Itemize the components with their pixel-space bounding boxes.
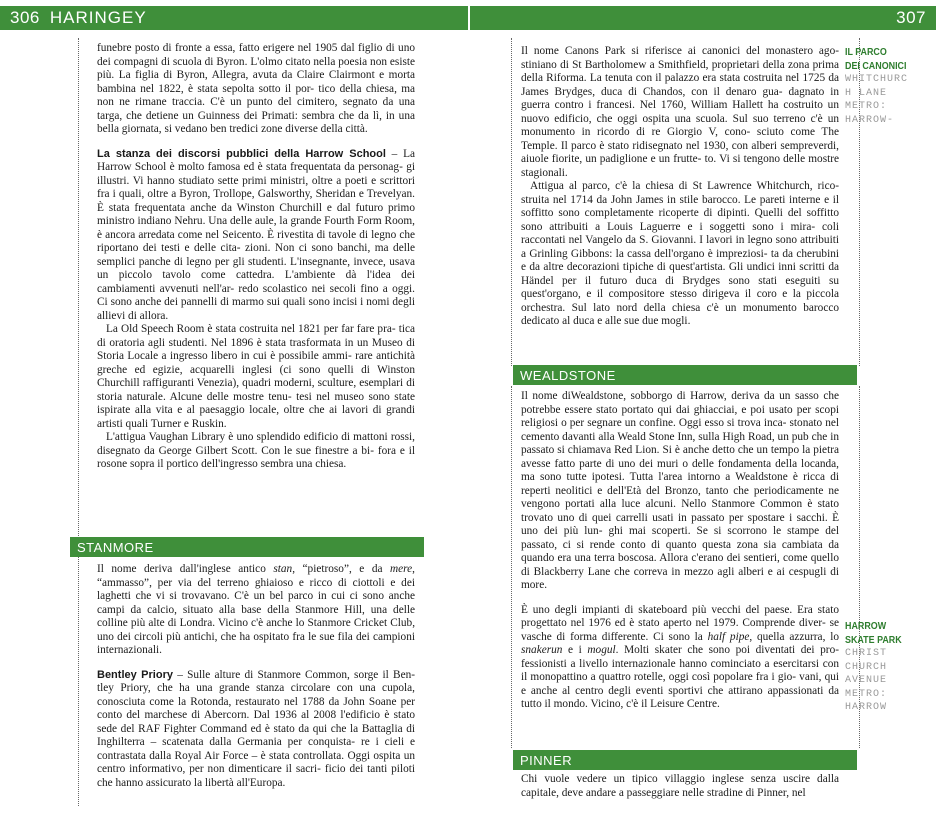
left-header-bar: [0, 6, 468, 30]
right-header-bar: [470, 6, 936, 30]
left-margin-rule: [78, 38, 79, 806]
sidebar-address: WHITCHURC: [845, 74, 909, 85]
sidebar-address: METRO:: [845, 688, 888, 700]
sidebar-canons-park: [845, 46, 933, 127]
stanmore-paragraph: Il nome deriva dall'inglese antico stan, “pietroso”, e da mere, “ammasso”, per via del terreno ghiaioso e ricco di ciottoli e dei laghetti che vi si trovavano. C'è un bel parco in cui ci sono anche campi da calcio, situato alla base della Stanmore Hill, una delle colline più alte di Londra. Vicino c'è anche lo Stanmore Cricket Club, uno dei circoli più antichi, che ha ospitato fra le sue fila dei campioni internazionali.: [97, 563, 416, 656]
section-header-wealdstone: WEALDSTONE: [513, 365, 857, 385]
right-column-top: [521, 45, 839, 329]
bentley-priory-paragraph: Bentley Priory – Sulle alture di Stanmore Common, sorge il Ben- tley Priory, che ha una grande stanza circolare con una cupola, conosciuta come la Rotonda, restaurato nel 1788 da John Soane per conto del marchese di Abercorn. Dal 1936 al 2008 l'edificio è stato sede del RAF Fighter Command ed è stato da qui che la Battaglia di Inghilterra – scatenata dalla Germania per conquista- re i cieli e contrastata dalla Royal Air Force – è stata controllata. Oggi ospita un centro informativo, per non dimenticare il sacri- ficio dei tanti piloti che hanno assicurato la libertà all'Europa.: [97, 668, 416, 789]
canons-park-paragraph: Il nome Canons Park si riferisce ai canonici del monastero ago- stiniano di St Bartholomew a Smithfield, proprietari della zona prima della Riforma. La tenuta con il palazzo era stata costruita nel 1725 da James Brydges, duca di Chandos, con il denaro gua- dagnato in guerra contro i francesi. Nel 1760, William Hallett ha costruito un nuovo edificio, che oggi ospita una scuola. Sul suo terreno c'è un monumento in ricordo di re Giorgio V, cono- sciuto come The Temple. Il parco è stato ridisegnato nel 1930, con alberi sempreverdi, aiuole fiorite, un padiglione e un frutte- to. Vi si tengono delle mostre stagionali.: [521, 45, 840, 179]
sidebar-address: HARROW: [845, 702, 888, 713]
sidebar-title: DEI CANONICI: [845, 59, 907, 72]
bentley-priory-heading: Bentley Priory: [97, 668, 173, 681]
harrow-school-heading: La stanza dei discorsi pubblici della Harrow School: [97, 147, 386, 160]
sidebar-address: H LANE: [845, 87, 888, 99]
sidebar-address: CHRIST: [845, 648, 888, 659]
wealdstone-paragraph: Il nome diWealdstone, sobborgo di Harrow, deriva da un sasso che potrebbe essere stato portato qui dai ghiacciai, e poi usato per scopi religiosi o per segnare un confine. Oggi esso si trova inca- stonato nel cemento davanti alla Weald Stone Inn, sulla High Road, un pub che in passato si chiamava Red Lion. Si è anche detto che un tempo la pietra avesse fatto parte di uno dei muri o delle fondamenta della locanda, ma sono tutte ipotesi. Tutta l'area intorno a Wealdstone è ricca di reperti neolitici e dell'Età del Bronzo, tanto che periodicamente ne vengono portati alla luce alcuni. Nello Stanmore Common è stato trovato uno di quei carrelli usati in passato per spostare i sacchi. È uno dei più lun- ghi mai scoperti. Se si scorrono le stampe del passato, ci si rende conto di quanto questa zona sia cambiata da quando era una terra boscosa. Allora c'erano dei sentieri, come quello di Blackberry Lane che correva in mezzo agli alberi e ai cespugli di more.: [521, 390, 840, 591]
sidebar-skate-park: [845, 620, 933, 715]
left-page-number: 306: [10, 8, 40, 27]
byron-paragraph: funebre posto di fronte a essa, fatto erigere nel 1905 dal figlio di uno dei compagni di scuola di Byron. L'olmo citato nella poesia non esiste più. La figlia di Byron, Allegra, avuta da Claire Clairmont e morta bambina nel 1822, è stata sepolta sotto il por- tico della chiesa, ma non ne rimane traccia. C'è un punto del cimitero, segnato da una targa, che detiene un Guinness dei Primati: sembra che da lì, in una bella giornata, si vedano ben tredici zone diverse della città.: [97, 42, 416, 135]
sidebar-address: AVENUE: [845, 675, 888, 686]
left-running-title: HARINGEY: [49, 8, 147, 27]
right-margin-rule-top: [511, 38, 512, 366]
st-lawrence-paragraph: Attigua al parco, c'è la chiesa di St Lawrence Whitchurch, rico- struita nel 1714 da John James in stile barocco. Le pareti interne e il soffitto sono completamente ricoperte di dipinti. Quelli del soffitto sono attribuiti a Louis Laguerre e i soggetti sono i mira- coli raccontati nel Vangelo da S. Giovanni. I lavori in legno sono attribuiti a Grinling Gibbons: la cassa dell'organo è impreziosi- ta da cherubini e da altre decorazioni tipiche di quest'artista. Gli undici inni scritti da Händel per il futuro duca di Brydges sono stati eseguiti su quest'organo, e il compositore stesso dirigeva il coro e la piccola orchestra. Sul lato nord della chiesa c'è un monumento barocco dedicato al duca e alle sue due mogli.: [521, 180, 840, 327]
sidebar-address: CHURCH: [845, 661, 888, 673]
section-header-stanmore: STANMORE: [70, 537, 424, 557]
section-header-pinner: PINNER: [513, 750, 857, 770]
right-column-bottom: [521, 773, 839, 800]
skate-park-paragraph: È uno degli impianti di skateboard più vecchi del paese. Era stato progettato nel 1976 ed è stato aperto nel 1979. Comprende diver- se vasche di forma differente. Ci sono la half pipe, quella azzurra, lo snakerun e i mogul. Molti skater che sono poi diventati dei pro- fessionisti a livello internazionale hanno cominciato a esercitarsi con il monopattino a quattro rotelle, oggi così popolare fra i gio- vani, qui e anche al centro degli eventi sportivi che attirano appassionati da tutto il mondo. Vicino, c'è il Leisure Centre.: [521, 603, 840, 710]
left-column-bottom: [97, 563, 415, 790]
sidebar-title: HARROW: [845, 620, 887, 632]
old-speech-room-paragraph: La Old Speech Room è stata costruita nel 1821 per far fare pra- tica di oratoria agli studenti. Nel 1896 è stata trasformata in un Museo di Storia Locale a ingresso libero in cui è possibile ammi- rare antichità greche ed egizie, acquarelli inglesi (ci sono quelli di Winston Churchill raffiguranti Venezia), quadri moderni, sculture, esemplari di storia naturale. Alcune delle mostre tenu- tesi nel museo sono state ispirate alla vita e al paesaggio locale, oltre che ai lavori di grandi artisti quali Turner e Ruskin.: [97, 323, 416, 430]
sidebar-address: HARROW-: [845, 114, 895, 126]
right-margin-rule-middle: [511, 386, 512, 748]
right-column-middle: [521, 390, 839, 712]
left-column-top: [97, 42, 415, 472]
vaughan-library-paragraph: L'attigua Vaughan Library è uno splendido edificio di mattoni rossi, disegnato da George Gilbert Scott. Con le sue finestre a bi- fora e il rosone sopra il portico dell'ingresso sembra una chiesa.: [97, 431, 415, 470]
sidebar-address: METRO:: [845, 101, 888, 112]
pinner-paragraph: Chi vuole vedere un tipico villaggio inglese senza uscire dalla capitale, deve andare a passeggiare nelle stradine di Pinner, nel: [521, 773, 839, 799]
sidebar-title: IL PARCO: [845, 46, 887, 58]
right-page-number: 307: [896, 8, 926, 27]
page-header: [0, 6, 936, 30]
harrow-school-paragraph: La stanza dei discorsi pubblici della Harrow School – La Harrow School è molto famosa ed è stata frequentata da personag- gi illustri. Vi hanno studiato sette primi ministri, oltre a poeti e scrittori fra i quali, oltre a Byron, Trollope, Galsworthy, Sheridan e Trevelyan. È stata frequentata anche da Winston Churchill e dal futuro primo ministro indiano Nehru. Una delle aule, la grande Fourth Form Room, è ancora arredata come nel Seicento. È rivestita di tavole di legno che riportano dei testi e delle cita- zioni. Non ci sono banchi, ma delle semplici panche di legno per gli studenti. L'insegnante, invece, usava un piccolo tavolo come cattedra. L'ambiente dà l'idea dei cambiamenti avvenuti nell'ar- redo scolastico nei secoli fino a oggi. Ci sono anche dei pannelli di marmo sui quali sono incisi i nomi degli allievi di allora.: [97, 147, 416, 322]
sidebar-title: SKATE PARK: [845, 633, 902, 646]
